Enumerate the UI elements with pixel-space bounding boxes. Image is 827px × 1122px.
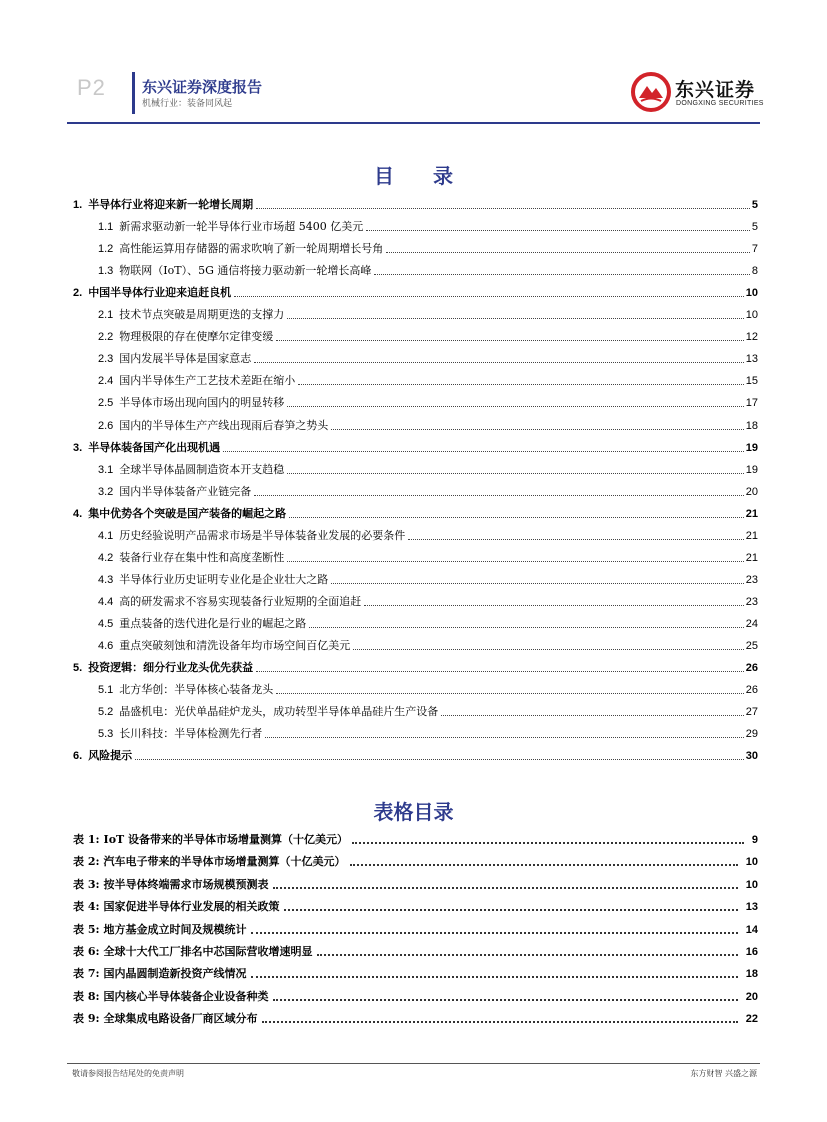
table-dot-leader [273, 999, 738, 1001]
toc-entry[interactable] [73, 435, 758, 455]
toc-dot-leader [276, 693, 743, 694]
toc-entry-number: 5.3 [98, 728, 114, 741]
toc-entry[interactable] [73, 346, 758, 366]
toc-entry-number: 2.5 [98, 397, 114, 410]
toc-entry-page: 13 [745, 353, 758, 366]
toc-entry-page: 8 [751, 265, 758, 278]
toc-entry[interactable] [73, 192, 758, 212]
table-entry-prefix: 表 5: [73, 922, 100, 936]
table-dot-leader [273, 887, 738, 889]
toc-dot-leader [309, 627, 743, 628]
toc-entry-text: 国内半导体生产工艺技术差距在缩小 [119, 374, 296, 388]
toc-entry-text: 半导体装备国产化出现机遇 [88, 440, 221, 454]
toc-dot-leader [256, 208, 750, 209]
table-list-entry[interactable] [73, 917, 758, 937]
toc-entry-page: 12 [745, 331, 758, 344]
toc-dot-leader [234, 296, 744, 297]
table-list-entry[interactable] [73, 939, 758, 959]
toc-entry-text: 高的研发需求不容易实现装备行业短期的全面追赶 [119, 594, 362, 608]
toc-entry-number: 2.1 [98, 309, 114, 322]
toc-entry-number: 4.1 [98, 529, 114, 542]
toc-entry-number: 2.6 [98, 419, 114, 432]
table-entry-prefix: 表 6: [73, 945, 100, 958]
toc-entry-page: 20 [745, 485, 758, 498]
toc-dot-leader [287, 561, 743, 562]
toc-dot-leader [289, 517, 744, 518]
toc-entry-page: 21 [745, 529, 758, 542]
toc-entry-number: 3.1 [98, 463, 114, 476]
toc-entry-page: 23 [745, 573, 758, 586]
toc-entry-page: 21 [745, 551, 758, 564]
toc-entry[interactable] [73, 324, 758, 344]
logo-text-cn: 东兴证券 [675, 79, 756, 101]
toc-entry-text: 高性能运算用存储器的需求吹响了新一轮周期增长号角 [119, 242, 384, 256]
table-entry-page: 18 [745, 968, 758, 981]
table-entry-text: 国家促进半导体行业发展的相关政策 [103, 900, 280, 914]
table-dot-leader [284, 909, 738, 911]
toc-entry-page: 7 [751, 243, 758, 256]
toc-entry-page: 15 [745, 375, 758, 388]
toc-entry[interactable] [73, 413, 758, 433]
toc-entry-number: 3. [73, 441, 83, 454]
toc-entry-number: 1.2 [98, 243, 114, 256]
toc-dot-leader [287, 473, 743, 474]
table-dot-leader [352, 842, 744, 844]
toc-entry-text: 长川科技：半导体检测先行者 [119, 727, 263, 741]
toc-entry-text: 物理极限的存在使摩尔定律变缓 [119, 330, 274, 344]
toc-dot-leader [287, 406, 743, 407]
table-entry-prefix: 表 4: [73, 900, 100, 914]
table-list-entry[interactable] [73, 1006, 758, 1026]
toc-entry-page: 18 [745, 419, 758, 432]
table-dot-leader [251, 932, 738, 934]
toc-entry-page: 10 [745, 309, 758, 322]
toc-entry-text: 投资逻辑：细分行业龙头优先获益 [88, 661, 254, 675]
toc-entry-text: 国内发展半导体是国家意志 [119, 352, 252, 366]
table-dot-leader [317, 954, 738, 956]
toc-dot-leader [135, 759, 744, 760]
toc-dot-leader [331, 583, 743, 584]
toc-entry-page: 5 [751, 199, 758, 211]
toc-dot-leader [386, 252, 750, 253]
toc-entry-text: 中国半导体行业迎来追赶良机 [88, 286, 232, 300]
table-entry-text: 国内核心半导体装备企业设备种类 [103, 989, 269, 1003]
toc-entry[interactable] [73, 655, 758, 675]
toc-entry-number: 2.4 [98, 375, 114, 388]
table-entry-prefix: 表 9: [73, 1012, 100, 1026]
toc-entry-page: 29 [745, 728, 758, 741]
toc-entry-text: 晶盛机电：光伏单晶硅炉龙头，成功转型半导体单晶硅片生产设备 [119, 705, 439, 719]
toc-dot-leader [265, 737, 743, 738]
report-title: 东兴证券深度报告 [142, 78, 263, 96]
toc-entry[interactable] [73, 214, 758, 234]
toc-entry-text: 国内半导体装备产业链完备 [119, 484, 252, 498]
toc-dot-leader [408, 539, 743, 540]
toc-entry-page: 21 [745, 507, 758, 520]
toc-entry-page: 19 [745, 441, 758, 454]
table-list-entry[interactable] [73, 827, 758, 847]
header-divider-bar [132, 72, 135, 114]
toc-entry[interactable] [73, 721, 758, 741]
table-list-entry[interactable] [73, 872, 758, 892]
toc-entry[interactable] [73, 457, 758, 477]
toc-entry-number: 1.3 [98, 265, 114, 278]
toc-entry[interactable] [73, 699, 758, 719]
toc-entry[interactable] [73, 390, 758, 410]
toc-entry-text: 物联网（IoT）、5G 通信将接力驱动新一轮增长高峰 [119, 264, 372, 278]
toc-entry-number: 4. [73, 507, 83, 520]
toc-entry-text: 全球半导体晶圆制造资本开支趋稳 [119, 462, 285, 476]
toc-entry-number: 1. [73, 199, 83, 211]
toc-entry-number: 1.1 [98, 221, 114, 234]
toc-entry[interactable] [73, 479, 758, 499]
footer-disclaimer: 敬请参阅报告结尾处的免责声明 [72, 1069, 184, 1078]
toc-entry-number: 5.2 [98, 706, 114, 719]
toc-entry-text: 集中优势各个突破是国产装备的崛起之路 [88, 506, 287, 520]
toc-entry-number: 4.6 [98, 640, 114, 652]
table-entry-text: 汽车电子带来的半导体市场增量测算（十亿美元） [103, 855, 346, 869]
toc-entry[interactable] [73, 523, 758, 543]
toc-entry-number: 4.5 [98, 617, 114, 630]
toc-entry[interactable] [73, 280, 758, 300]
table-entry-page: 9 [751, 834, 758, 846]
toc-dot-leader [287, 318, 743, 319]
toc-entry-page: 17 [745, 397, 758, 410]
table-entry-prefix: 表 2: [73, 855, 100, 869]
toc-title: 目 录 [374, 164, 469, 188]
toc-entry[interactable] [73, 302, 758, 322]
toc-entry-page: 30 [745, 750, 758, 763]
toc-dot-leader [364, 605, 743, 606]
toc-entry-text: 装备行业存在集中性和高度垄断性 [119, 550, 285, 564]
header-rule [67, 122, 760, 124]
toc-entry[interactable] [73, 743, 758, 763]
toc-entry-page: 27 [745, 706, 758, 719]
table-entry-text: 全球集成电路设备厂商区域分布 [103, 1012, 258, 1026]
toc-entry[interactable] [73, 611, 758, 631]
toc-entry-number: 5. [73, 662, 83, 675]
toc-entry-number: 4.4 [98, 595, 114, 608]
toc-entry-text: 重点突破刻蚀和清洗设备年均市场空间百亿美元 [119, 639, 351, 652]
toc-dot-leader [441, 715, 743, 716]
toc-entry[interactable] [73, 677, 758, 697]
table-entry-text: 全球十大代工厂排名中芯国际营收增速明显 [103, 945, 313, 958]
toc-entry-page: 26 [745, 684, 758, 697]
table-entry-prefix: 表 1: [73, 833, 100, 846]
toc-entry[interactable] [73, 545, 758, 565]
table-entry-text: 按半导体终端需求市场规模预测表 [103, 877, 269, 891]
logo-text-en: DONGXING SECURITIES [676, 100, 764, 107]
footer-rule [67, 1063, 760, 1064]
toc-entry-page: 10 [745, 287, 758, 300]
toc-entry-number: 5.1 [98, 684, 114, 697]
toc-entry[interactable] [73, 236, 758, 256]
toc-entry[interactable] [73, 633, 758, 653]
table-entry-text: IoT 设备带来的半导体市场增量测算（十亿美元） [103, 833, 349, 846]
toc-entry-text: 重点装备的迭代进化是行业的崛起之路 [119, 616, 307, 630]
table-list-entry[interactable] [73, 894, 758, 914]
toc-entry[interactable] [73, 501, 758, 521]
table-entry-page: 10 [745, 878, 758, 891]
toc-entry-number: 2. [73, 287, 83, 300]
toc-entry-text: 半导体市场出现向国内的明显转移 [119, 396, 285, 410]
table-entry-page: 13 [745, 901, 758, 914]
toc-entry-page: 24 [745, 617, 758, 630]
toc-dot-leader [254, 495, 743, 496]
toc-entry-number: 4.2 [98, 551, 114, 564]
toc-dot-leader [298, 384, 743, 385]
toc-entry-text: 历史经验说明产品需求市场是半导体装备业发展的必要条件 [119, 528, 406, 542]
toc-entry-number: 6. [73, 750, 83, 763]
toc-entry-text: 北方华创：半导体核心装备龙头 [119, 683, 274, 697]
table-dot-leader [262, 1021, 738, 1023]
toc-entry-text: 国内的半导体生产产线出现雨后春笋之势头 [119, 418, 329, 432]
toc-entry-text: 半导体行业将迎来新一轮增长周期 [88, 198, 254, 211]
toc-dot-leader [331, 429, 743, 430]
toc-dot-leader [366, 230, 750, 231]
toc-dot-leader [223, 451, 744, 452]
table-dot-leader [251, 976, 738, 978]
table-entry-text: 国内晶圆制造新投资产线情况 [103, 967, 247, 981]
toc-entry-number: 2.3 [98, 353, 114, 366]
toc-entry-number: 3.2 [98, 485, 114, 498]
toc-entry-page: 25 [745, 640, 758, 652]
table-dot-leader [350, 864, 738, 866]
toc-entry[interactable] [73, 368, 758, 388]
table-entry-prefix: 表 7: [73, 967, 100, 981]
toc-entry-text: 风险提示 [88, 749, 133, 763]
toc-entry[interactable] [73, 258, 758, 278]
toc-entry-number: 2.2 [98, 331, 114, 344]
toc-dot-leader [374, 274, 749, 275]
toc-entry[interactable] [73, 567, 758, 587]
table-list-title: 表格目录 [373, 800, 454, 824]
toc-entry-text: 半导体行业历史证明专业化是企业壮大之路 [119, 572, 329, 586]
toc-entry-number: 4.3 [98, 573, 114, 586]
toc-dot-leader [254, 362, 743, 363]
table-entry-page: 20 [745, 990, 758, 1003]
dongxing-logo-icon [631, 72, 671, 112]
toc-entry-text: 新需求驱动新一轮半导体行业市场超 5400 亿美元 [119, 220, 364, 234]
table-list-entry[interactable] [73, 961, 758, 981]
toc-entry-page: 26 [745, 662, 758, 675]
toc-dot-leader [276, 340, 743, 341]
table-entry-page: 22 [745, 1013, 758, 1026]
table-entry-prefix: 表 3: [73, 877, 100, 891]
table-entry-text: 地方基金成立时间及规模统计 [103, 922, 247, 936]
table-entry-page: 14 [745, 923, 758, 936]
table-entry-page: 16 [745, 946, 758, 958]
toc-dot-leader [256, 671, 744, 672]
footer-slogan: 东方财智 兴盛之源 [690, 1069, 757, 1078]
toc-entry-page: 5 [751, 221, 758, 234]
toc-entry[interactable] [73, 589, 758, 609]
report-subtitle: 机械行业：装备同风起 [142, 99, 233, 109]
toc-entry-page: 23 [745, 595, 758, 608]
table-entry-prefix: 表 8: [73, 989, 100, 1003]
toc-entry-page: 19 [745, 463, 758, 476]
toc-entry-text: 技术节点突破是周期更迭的支撑力 [119, 308, 285, 322]
table-entry-page: 10 [745, 856, 758, 869]
page-number: P2 [77, 75, 106, 100]
table-list-entry[interactable] [73, 849, 758, 869]
toc-dot-leader [353, 649, 743, 650]
table-list-entry[interactable] [73, 984, 758, 1004]
